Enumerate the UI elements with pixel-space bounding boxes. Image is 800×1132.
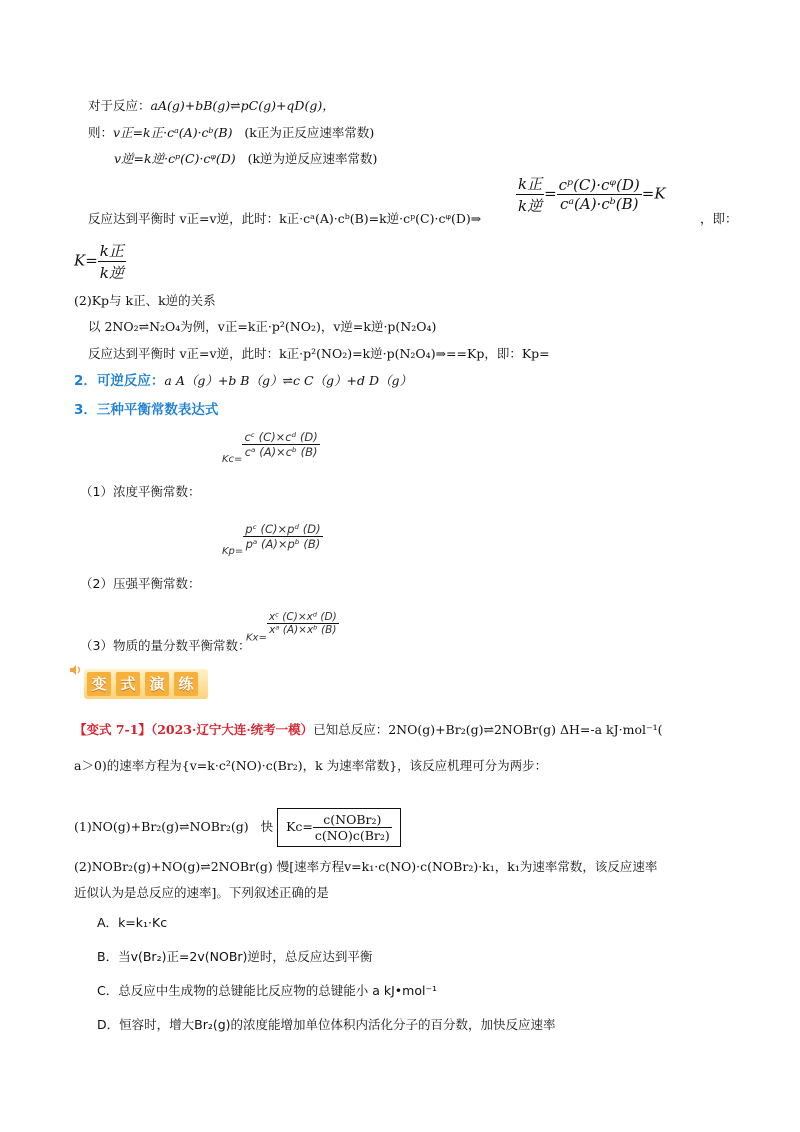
k-definition-numerator: k正 xyxy=(99,242,124,260)
option-a[interactable] xyxy=(97,914,167,932)
concentration-ratio-fraction xyxy=(557,176,642,213)
k-ratio-numerator: k正 xyxy=(518,175,543,193)
option-d[interactable] xyxy=(97,1016,556,1034)
equals-k: =K xyxy=(641,184,666,203)
intro-line2-note: (k正为正反应速率常数) xyxy=(244,125,375,140)
k-definition-fraction xyxy=(98,240,126,283)
step1-kc-numerator: c(NOBr₂) xyxy=(313,812,392,828)
mechanism-step-1 xyxy=(74,808,401,847)
kx-fraction xyxy=(267,611,339,636)
banner-char-3: 演 xyxy=(145,672,169,696)
kp-section-example: 以 2NO₂⇌N₂O₄为例，v正=k正·p²(NO₂)，v逆=k逆·p(N₂O₄) xyxy=(88,319,437,334)
banner-char-1: 变 xyxy=(87,672,111,696)
heading3-title: 三种平衡常数表达式 xyxy=(96,402,219,418)
kc-expression xyxy=(222,430,320,465)
kx-denominator: xᵃ (A)×xᵇ (B) xyxy=(269,624,337,636)
step1-kc-fraction xyxy=(313,812,392,843)
intro-line-4 xyxy=(88,210,481,228)
kc-symbol: Kc= xyxy=(222,454,243,465)
intro-line-1 xyxy=(88,97,335,115)
concentration-ratio-denominator: cᵃ(A)·cᵇ(B) xyxy=(559,195,639,213)
k-ratio-denominator: k逆 xyxy=(518,197,543,215)
kc-denominator: cᵃ (A)×cᵇ (B) xyxy=(244,445,318,459)
intro-line1-formula: aA(g)+bB(g)⇌pC(g)+qD(g)， xyxy=(150,98,335,113)
practice-banner xyxy=(84,669,208,699)
k-ratio-fraction xyxy=(516,173,544,216)
intro-line1-label: 对于反应： xyxy=(88,98,151,113)
option-c-letter: C． xyxy=(97,983,119,998)
option-d-text: 恒容时，增大Br₂(g)的浓度能增加单位体积内活化分子的百分数，加快反应速率 xyxy=(119,1017,556,1032)
mechanism-step-2: (2)NOBr₂(g)+NO(g)⇌2NOBr(g) 慢[速率方程v=k₁·c(NO)·c(NOBr₂)·k₁，k₁为速率常数，该反应速率 xyxy=(74,859,658,874)
intro-line4-text: 反应达到平衡时 v正=v逆，此时：k正·cᵃ(A)·cᵇ(B)=k逆·cᵖ(C)·cᵠ(D)⇒ xyxy=(88,211,482,226)
exercise-tag: 【变式 7-1】 xyxy=(74,722,151,737)
heading2-number: 2． xyxy=(74,373,97,389)
step1-formula: NO(g)+Br₂(g)⇌NOBr₂(g) xyxy=(91,819,249,834)
option-c-text: 总反应中生成物的总键能比反应物的总键能小 a kJ•mol⁻¹ xyxy=(118,983,438,998)
option-d-letter: D． xyxy=(97,1017,120,1032)
kp-expression xyxy=(222,522,323,557)
exercise-stem-line-1 xyxy=(74,721,662,739)
speaker-icon xyxy=(69,665,83,675)
intro-line4-tail: ，即： xyxy=(700,211,738,226)
kp-section-title: (2)Kp与 k正、k逆的关系 xyxy=(74,293,216,308)
heading2-title: 可逆反应： xyxy=(96,373,165,389)
heading2-formula: a A（g）+b B（g）⇌c C（g）+d D（g） xyxy=(164,373,412,388)
step1-kc-left: Kc= xyxy=(286,819,313,834)
step1-kc-denominator: c(NO)c(Br₂) xyxy=(314,828,390,843)
option-b-text: 当v(Br₂)正=2v(NOBr)逆时，总反应达到平衡 xyxy=(118,949,373,964)
intro-line3-formula: v逆=k逆·cᵖ(C)·cᵠ(D) xyxy=(114,151,236,166)
heading3-number: 3． xyxy=(74,402,97,418)
exercise-source: （2023·辽宁大连·统考一模） xyxy=(150,722,314,737)
step1-kc-bracket xyxy=(277,808,401,847)
intro-line-3 xyxy=(114,150,377,168)
mechanism-step-2-cont: 近似认为是总反应的速率]。下列叙述正确的是 xyxy=(74,885,329,900)
k-definition-denominator: k逆 xyxy=(99,264,124,282)
heading-three-constants xyxy=(74,401,218,419)
heading-reversible-reaction xyxy=(74,372,412,390)
kp-fraction xyxy=(243,522,322,551)
banner-char-4: 练 xyxy=(174,672,198,696)
concentration-ratio-numerator: cᵖ(C)·cᵠ(D) xyxy=(558,176,640,194)
step1-speed: 快 xyxy=(260,819,274,834)
exercise-stem-line-2: a＞0)的速率方程为{v=k·c²(NO)·c(Br₂)，k 为速率常数}，该反应机理可分为两步： xyxy=(74,758,548,773)
option-b[interactable] xyxy=(97,948,372,966)
kp-numerator: pᶜ (C)×pᵈ (D) xyxy=(245,522,321,536)
step1-label: (1) xyxy=(74,819,92,834)
banner-char-2: 式 xyxy=(116,672,140,696)
intro-line2-formula: v正=k正·cᵃ(A)·cᵇ(B) xyxy=(113,125,233,140)
kx-symbol: Kx= xyxy=(246,632,267,644)
intro-line2-label: 则： xyxy=(88,125,114,140)
option-a-text: k=k₁·Kc xyxy=(118,915,168,930)
kx-numerator: xᶜ (C)×xᵈ (D) xyxy=(268,611,337,623)
exercise-stem-1: 已知总反应：2NO(g)+Br₂(g)⇌2NOBr(g) ΔH=-a kJ·mol⁻¹( xyxy=(313,722,663,737)
kx-expression xyxy=(246,611,339,644)
kp-section-equilibrium: 反应达到平衡时 v正=v逆，此时：k正·p²(NO₂)=k逆·p(N₂O₄)⇒==Kp，即：Kp= xyxy=(88,346,550,361)
intro-line-2 xyxy=(88,124,374,142)
equilibrium-fraction-group: $\frac{\text{k正}}{\text{k逆}}$ = $\frac{\text{cᵖ(C)·cᵠ(D)}}{\text{cᵃ(A)·cᵇ(B)}}$ =K xyxy=(518,175,666,215)
kc-fraction xyxy=(242,430,319,459)
kc-label: （1）浓度平衡常数： xyxy=(80,484,201,499)
kc-numerator: cᶜ (C)×cᵈ (D) xyxy=(244,430,318,444)
k-definition xyxy=(74,240,126,283)
option-b-letter: B． xyxy=(97,949,119,964)
option-a-letter: A． xyxy=(97,915,119,930)
intro-line3-note: (k逆为逆反应速率常数) xyxy=(247,151,378,166)
kp-symbol: Kp= xyxy=(222,546,244,557)
kx-label: （3）物质的量分数平衡常数： xyxy=(80,638,251,653)
kp-denominator: pᵃ (A)×pᵇ (B) xyxy=(245,537,321,551)
option-c[interactable] xyxy=(97,982,437,1000)
k-definition-symbol: K= xyxy=(74,251,98,270)
kp-label: （2）压强平衡常数： xyxy=(80,576,201,591)
